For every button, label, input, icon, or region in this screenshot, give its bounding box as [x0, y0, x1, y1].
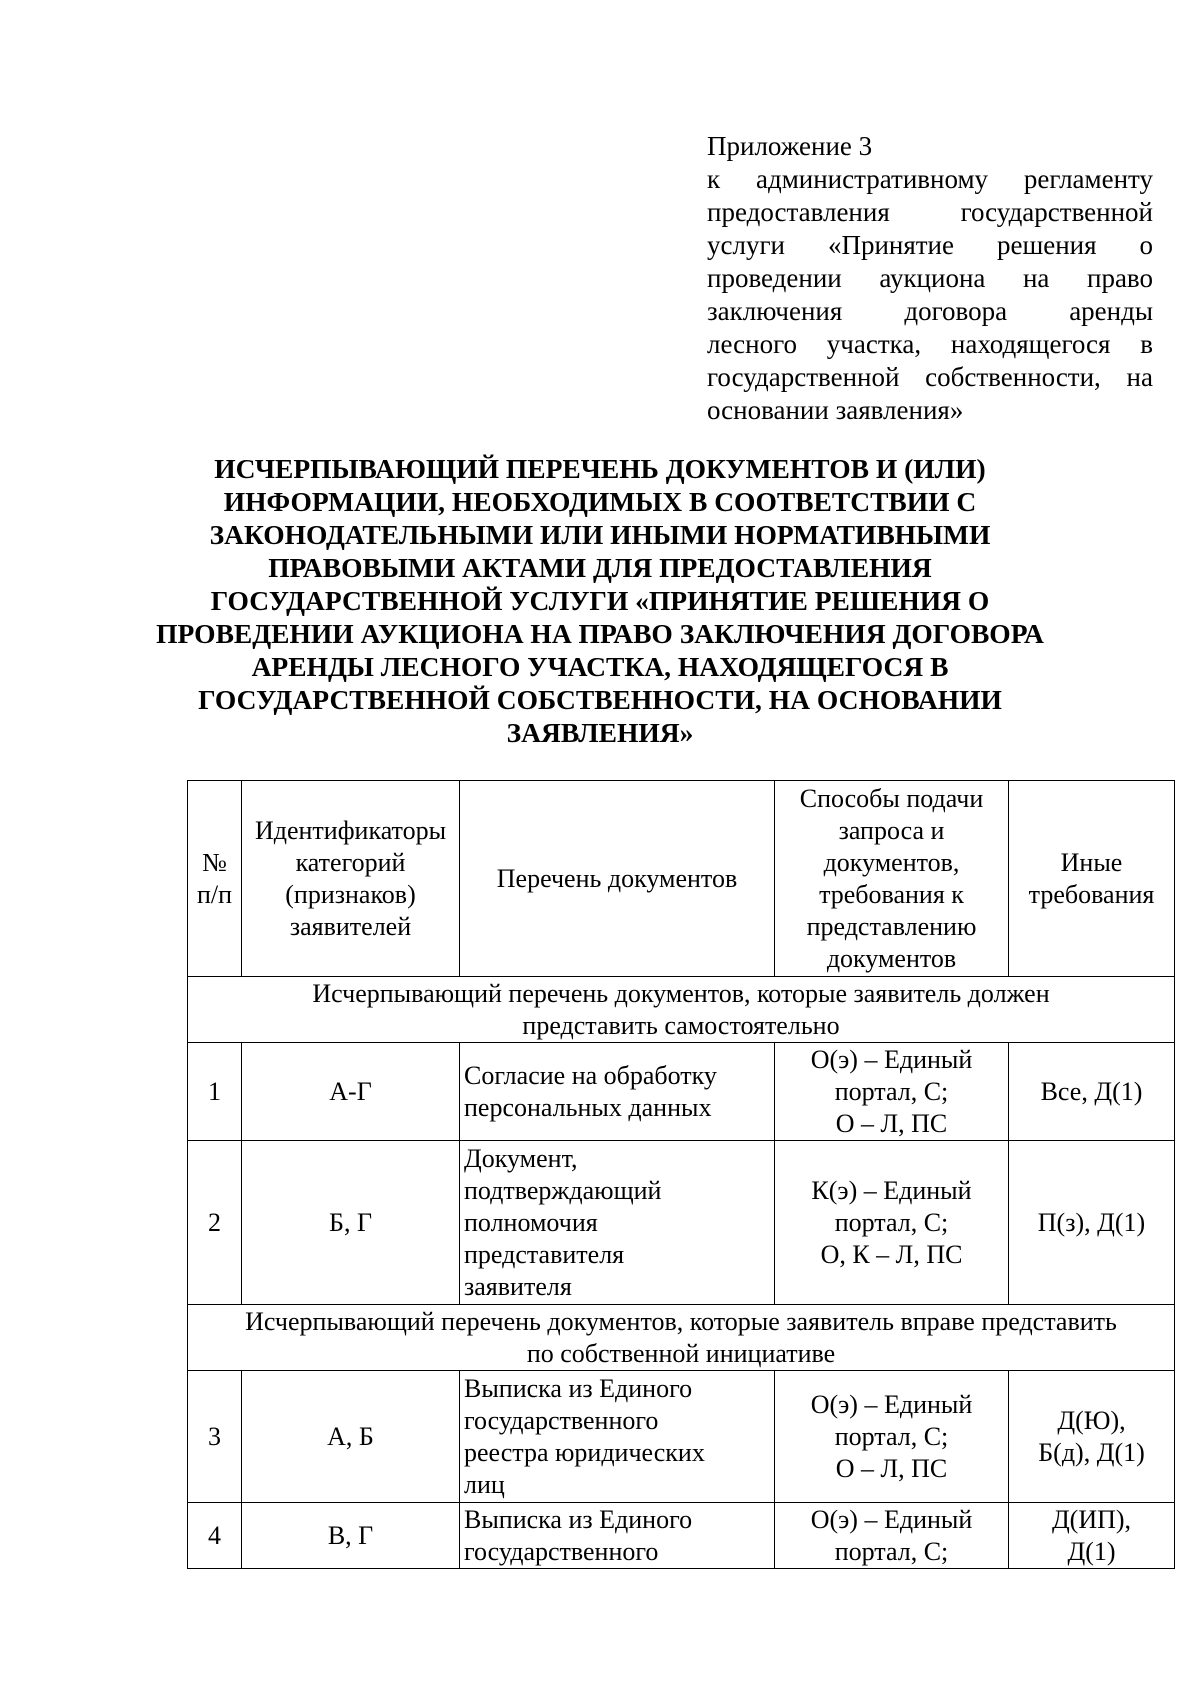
cell-methods — [775, 1503, 1009, 1569]
appendix-line: государственной собственности, на — [707, 362, 1153, 392]
cell-text: портал, С; — [834, 1207, 949, 1237]
cell-text: представителя — [464, 1239, 625, 1269]
cell-docs — [460, 1141, 775, 1305]
title-line: ИСЧЕРПЫВАЮЩИЙ ПЕРЕЧЕНЬ ДОКУМЕНТОВ И (ИЛИ) — [214, 453, 986, 484]
cell-text: лиц — [464, 1469, 505, 1499]
cell-ids: Б, Г — [242, 1141, 460, 1305]
table-header-row — [188, 781, 1175, 977]
table-row — [188, 1141, 1175, 1305]
cell-text: Б(д), Д(1) — [1038, 1437, 1145, 1467]
cell-other — [1009, 1141, 1175, 1305]
header-text: запроса и — [838, 815, 945, 845]
cell-num: 3 — [188, 1371, 242, 1503]
cell-text: портал, С; — [834, 1421, 949, 1451]
section-optional-submit — [188, 1305, 1175, 1371]
appendix-line: услуги «Принятие решения о — [707, 230, 1153, 260]
header-text: № — [202, 847, 227, 877]
title-line: ГОСУДАРСТВЕННОЙ СОБСТВЕННОСТИ, НА ОСНОВАНИИ — [198, 684, 1002, 715]
header-methods — [775, 781, 1009, 977]
cell-text: государственного — [464, 1536, 659, 1566]
cell-other — [1009, 1503, 1175, 1569]
section-text: Исчерпывающий перечень документов, которые заявитель должен — [312, 978, 1050, 1008]
header-text: категорий — [295, 847, 406, 877]
header-num — [188, 781, 242, 977]
cell-text: О(э) – Единый — [810, 1389, 973, 1419]
cell-text: Все, Д(1) — [1040, 1076, 1143, 1106]
section-self-submit — [188, 977, 1175, 1043]
section-row — [188, 1305, 1175, 1371]
section-text: представить самостоятельно — [522, 1010, 840, 1040]
cell-text: Д(1) — [1067, 1536, 1116, 1566]
title-line: ЗАЯВЛЕНИЯ» — [506, 717, 694, 748]
cell-docs — [460, 1503, 775, 1569]
title-line: ИНФОРМАЦИИ, НЕОБХОДИМЫХ В СООТВЕТСТВИИ С — [223, 486, 977, 517]
documents-table — [187, 780, 1175, 1569]
header-text: заявителей — [289, 911, 412, 941]
section-text: по собственной инициативе — [526, 1338, 836, 1368]
cell-text: О(э) – Единый — [810, 1504, 973, 1534]
header-text: требования — [1028, 879, 1155, 909]
cell-text: П(з), Д(1) — [1037, 1207, 1146, 1237]
appendix-line: к административному регламенту — [707, 164, 1153, 194]
header-text: Перечень документов — [496, 863, 738, 893]
cell-num: 4 — [188, 1503, 242, 1569]
appendix-line: лесного участка, находящегося в — [707, 329, 1153, 359]
header-text: документов, — [823, 847, 960, 877]
cell-text: О, К – Л, ПС — [820, 1239, 963, 1269]
table-row — [188, 1371, 1175, 1503]
cell-text: О(э) – Единый — [810, 1044, 973, 1074]
header-text: требования к — [819, 879, 964, 909]
table-row — [188, 1503, 1175, 1569]
title-line: ЗАКОНОДАТЕЛЬНЫМИ ИЛИ ИНЫМИ НОРМАТИВНЫМИ — [209, 519, 991, 550]
appendix-block — [707, 130, 1153, 427]
title-line: ПРОВЕДЕНИИ АУКЦИОНА НА ПРАВО ЗАКЛЮЧЕНИЯ ДОГОВОРА — [156, 618, 1044, 649]
cell-methods — [775, 1043, 1009, 1141]
appendix-line: основании заявления» — [707, 395, 964, 425]
cell-text: Д(Ю), — [1057, 1405, 1126, 1435]
cell-other — [1009, 1371, 1175, 1503]
cell-text: заявителя — [464, 1271, 572, 1301]
appendix-line: заключения договора аренды — [707, 296, 1153, 326]
cell-text: Д(ИП), — [1051, 1504, 1132, 1534]
cell-text: полномочия — [464, 1207, 598, 1237]
appendix-heading: Приложение 3 — [707, 131, 873, 161]
cell-docs — [460, 1371, 775, 1503]
header-text: Иные — [1060, 847, 1123, 877]
cell-methods — [775, 1371, 1009, 1503]
cell-ids: А-Г — [242, 1043, 460, 1141]
cell-text: персональных данных — [464, 1092, 712, 1122]
header-text: Идентификаторы — [254, 815, 447, 845]
cell-text: Выписка из Единого — [464, 1504, 693, 1534]
cell-methods — [775, 1141, 1009, 1305]
cell-text: подтверждающий — [464, 1175, 662, 1205]
section-text: Исчерпывающий перечень документов, которые заявитель вправе представить — [245, 1306, 1117, 1336]
appendix-line: проведении аукциона на право — [707, 263, 1153, 293]
header-text: документов — [826, 943, 957, 973]
title-line: ПРАВОВЫМИ АКТАМИ ДЛЯ ПРЕДОСТАВЛЕНИЯ — [268, 552, 932, 583]
header-text: представлению — [806, 911, 977, 941]
header-text: п/п — [196, 879, 233, 909]
cell-text: Документ, — [464, 1143, 578, 1173]
cell-other — [1009, 1043, 1175, 1141]
cell-text: реестра юридических — [464, 1437, 705, 1467]
cell-text: О – Л, ПС — [835, 1108, 948, 1138]
cell-ids: А, Б — [242, 1371, 460, 1503]
cell-text: портал, С; — [834, 1536, 949, 1566]
cell-docs — [460, 1043, 775, 1141]
cell-ids: В, Г — [242, 1503, 460, 1569]
cell-text: К(э) – Единый — [811, 1175, 972, 1205]
appendix-line: предоставления государственной — [707, 197, 1153, 227]
cell-text: государственного — [464, 1405, 659, 1435]
title-line: АРЕНДЫ ЛЕСНОГО УЧАСТКА, НАХОДЯЩЕГОСЯ В — [251, 651, 949, 682]
title-line: ГОСУДАРСТВЕННОЙ УСЛУГИ «ПРИНЯТИЕ РЕШЕНИЯ О — [210, 585, 990, 616]
cell-text: портал, С; — [834, 1076, 949, 1106]
header-docs — [460, 781, 775, 977]
header-text: (признаков) — [285, 879, 416, 909]
header-ids — [242, 781, 460, 977]
cell-num: 1 — [188, 1043, 242, 1141]
header-other — [1009, 781, 1175, 977]
document-title — [150, 452, 1050, 749]
table-row — [188, 1043, 1175, 1141]
header-text: Способы подачи — [799, 783, 984, 813]
cell-text: О – Л, ПС — [835, 1453, 948, 1483]
section-row — [188, 977, 1175, 1043]
cell-num: 2 — [188, 1141, 242, 1305]
cell-text: Выписка из Единого — [464, 1373, 693, 1403]
cell-text: Согласие на обработку — [464, 1060, 717, 1090]
